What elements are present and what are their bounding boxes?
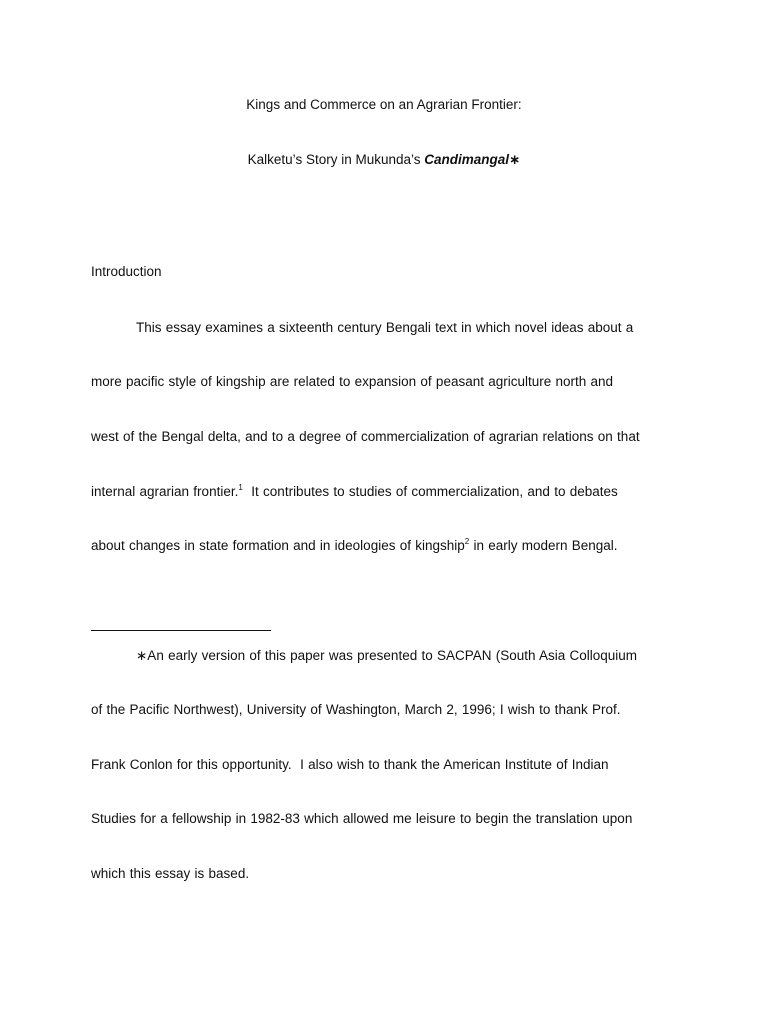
- title-footnote-mark: ∗: [509, 152, 521, 167]
- footnote-line-3: Frank Conlon for this opportunity. I also wish to thank the American Institute of Indian: [91, 757, 609, 772]
- section-heading: Introduction: [91, 264, 162, 279]
- body-line-4-rest: It contributes to studies of commercialization, and to debates: [242, 484, 618, 499]
- footnote-ref-2: 2: [464, 537, 470, 546]
- footnote-line-4: Studies for a fellowship in 1982-83 which allowed me leisure to begin the translation upon: [91, 811, 633, 826]
- title-line-2: [0, 152, 768, 168]
- body-line-5: [91, 538, 618, 553]
- body-line-1: This essay examines a sixteenth century Bengali text in which novel ideas about a: [136, 320, 634, 335]
- body-line-5-rest: in early modern Bengal.: [469, 538, 618, 553]
- body-line-5-text: about changes in state formation and in ideologies of kingship: [91, 538, 465, 553]
- title-italic-work: Candimangal: [424, 152, 510, 167]
- footnote-ref-1: 1: [238, 483, 243, 492]
- title-line-1: Kings and Commerce on an Agrarian Frontier:: [246, 97, 522, 112]
- footnote-line-1: ∗An early version of this paper was presented to SACPAN (South Asia Colloquium: [136, 648, 638, 663]
- title-line-2-prefix: Kalketu’s Story in Mukunda’s: [247, 152, 425, 167]
- footnote-line-2: of the Pacific Northwest), University of Washington, March 2, 1996; I wish to thank Prof.: [91, 702, 621, 717]
- body-line-4: [91, 484, 618, 499]
- body-line-2: more pacific style of kingship are related to expansion of peasant agriculture north and: [91, 374, 614, 389]
- body-line-4-text: internal agrarian frontier.: [91, 484, 239, 499]
- footnote-line-5: which this essay is based.: [91, 866, 250, 881]
- body-line-3: west of the Bengal delta, and to a degree of commercialization of agrarian relations on that: [91, 429, 640, 444]
- footnote-divider: [91, 630, 271, 631]
